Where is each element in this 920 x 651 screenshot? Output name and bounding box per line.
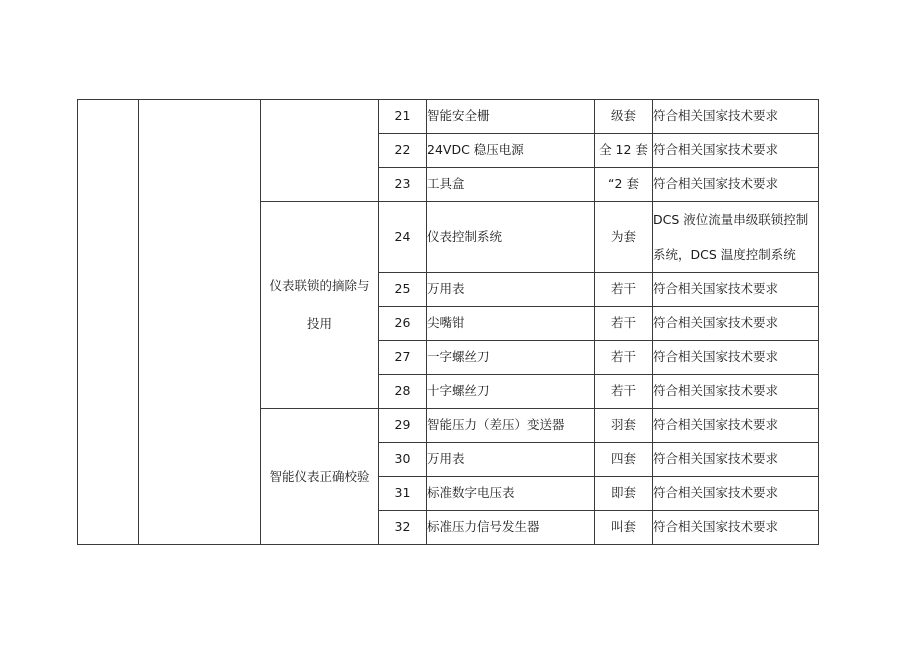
item-requirement: 符合相关国家技术要求 [653,511,819,545]
item-quantity: “2 套 [595,168,653,202]
item-number: 27 [379,341,427,375]
item-name: 一字螺丝刀 [427,341,595,375]
item-requirement [653,202,819,273]
blank-col-1 [78,100,139,545]
item-number: 30 [379,443,427,477]
item-number: 28 [379,375,427,409]
category-label: 智能仪表正确校验 [269,468,370,484]
item-name: 工具盒 [427,168,595,202]
item-quantity: 叫套 [595,511,653,545]
item-name: 十字螺丝刀 [427,375,595,409]
item-quantity: 为套 [595,202,653,273]
item-requirement: 符合相关国家技术要求 [653,307,819,341]
item-quantity: 若干 [595,307,653,341]
item-quantity: 若干 [595,273,653,307]
item-requirement: 符合相关国家技术要求 [653,100,819,134]
item-name: 24VDC 稳压电源 [427,134,595,168]
item-requirement: 符合相关国家技术要求 [653,409,819,443]
item-quantity: 若干 [595,341,653,375]
item-number: 31 [379,477,427,511]
item-requirement: 符合相关国家技术要求 [653,443,819,477]
item-name: 尖嘴钳 [427,307,595,341]
item-number: 23 [379,168,427,202]
item-name: 智能安全栅 [427,100,595,134]
item-number: 32 [379,511,427,545]
item-name: 万用表 [427,273,595,307]
item-requirement: 符合相关国家技术要求 [653,134,819,168]
item-requirement: 符合相关国家技术要求 [653,341,819,375]
item-name: 标准压力信号发生器 [427,511,595,545]
category-label: 仪表联锁的摘除与投用 [269,278,370,331]
item-quantity: 级套 [595,100,653,134]
item-number: 21 [379,100,427,134]
item-name: 仪表控制系统 [427,202,595,273]
item-requirement: 符合相关国家技术要求 [653,477,819,511]
item-number: 29 [379,409,427,443]
item-quantity: 羽套 [595,409,653,443]
table-row [78,100,819,134]
item-requirement: 符合相关国家技术要求 [653,273,819,307]
item-name: 万用表 [427,443,595,477]
category-cell [261,202,379,409]
item-number: 25 [379,273,427,307]
category-cell [261,409,379,545]
item-number: 24 [379,202,427,273]
item-quantity: 即套 [595,477,653,511]
equipment-table [77,99,819,545]
item-quantity: 全 12 套 [595,134,653,168]
category-cell [261,100,379,202]
blank-col-2 [139,100,261,545]
item-requirement: 符合相关国家技术要求 [653,375,819,409]
item-name: 标准数字电压表 [427,477,595,511]
item-name: 智能压力（差压）变送器 [427,409,595,443]
item-quantity: 若干 [595,375,653,409]
item-number: 22 [379,134,427,168]
item-requirement-text: DCS 液位流量串级联锁控制系统，DCS 温度控制系统 [653,212,809,262]
item-requirement: 符合相关国家技术要求 [653,168,819,202]
item-number: 26 [379,307,427,341]
item-quantity: 四套 [595,443,653,477]
